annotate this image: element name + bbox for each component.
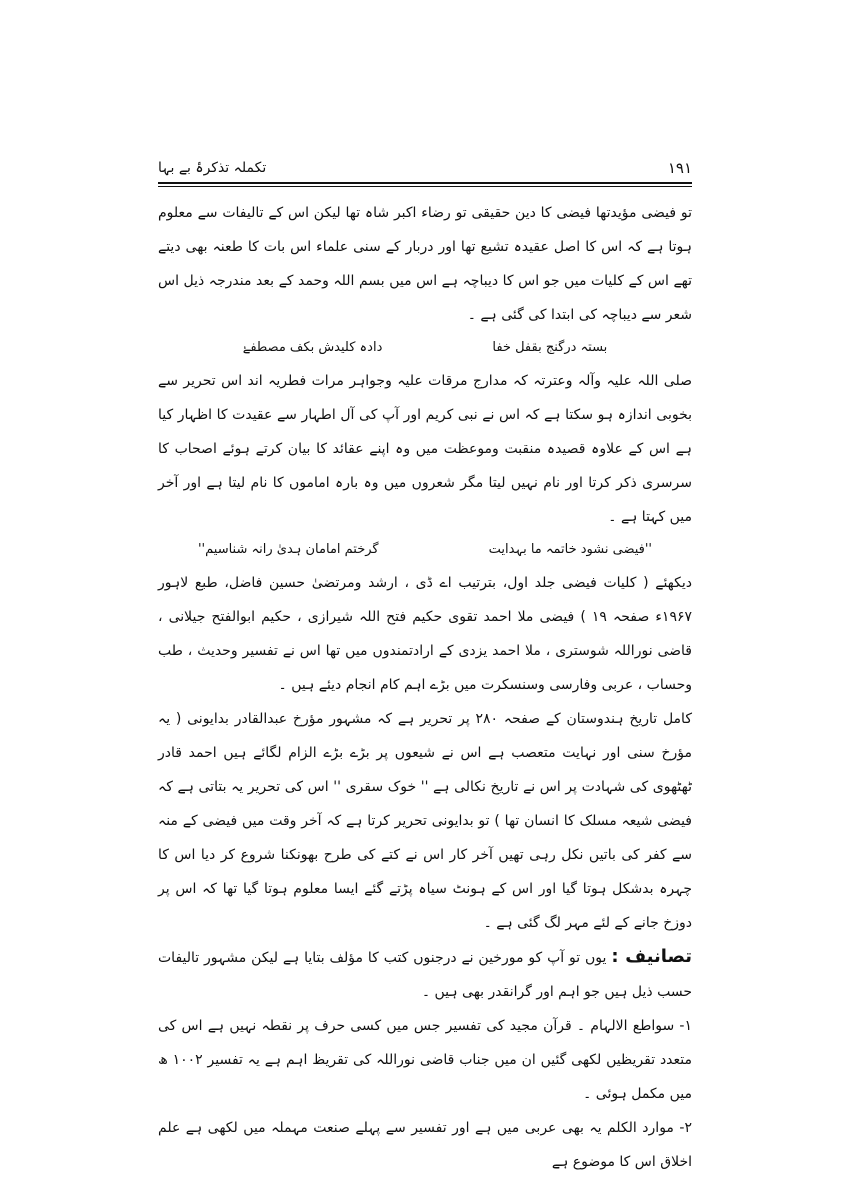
verse-couplet-1 [158,332,692,364]
header-rule-thick [158,182,692,184]
paragraph-3: دیکھئے ( کلیات فیضی جلد اول، بترتیب اے ڈی ، ارشد ومرتضیٰ حسین فاضل، طبع لاہور ۱۹۶۷ء صفحہ ۱۹ ) فیضی ملا احمد تقوی حکیم فتح اللہ شیرازی ، حکیم ابوالفتح جیلانی ، قاضی نوراللہ شوستری ، ملا احمد یزدی کے ارادتمندوں میں تھا اس نے تفسیر وحدیث ، طب وحساب ، عربی وفارسی وسنسکرت میں بڑے اہم کام انجام دیئے ہیں ۔ [158,575,692,693]
paragraph-4: کامل تاریخ ہندوستان کے صفحہ ۲۸۰ پر تحریر ہے کہ مشہور مؤرخ عبدالقادر بدایونی ( یہ مؤرخ سنی اور نہایت متعصب ہے اس نے شیعوں پر بڑے بڑے الزام لگائے ہیں احمد قادر ٹھٹھوی کی شہادت پر اس نے تاریخ نکالی ہے '' خوک سقری '' اس کی تحریر یہ بتاتی ہے کہ فیضی شیعہ مسلک کا انسان تھا ) تو بدایونی تحریر کرتا ہے کہ آخر وقت میں فیضی کے منہ سے کفر کی باتیں نکل رہی تھیں آخر کار اس نے کتے کی طرح بھونکنا شروع کر دیا اس کا چہرہ بدشکل ہوتا گیا اور اس کے ہونٹ سیاہ پڑتے گئے ایسا معلوم ہوتا گیا تھا کہ اس پر دوزخ جانے کے لئے مہر لگ گئی ہے ۔ [158,711,692,931]
page-number: ١٩١ [667,159,692,177]
verse-couplet-2 [158,534,692,566]
list-item-2: ۲- موارد الکلم یہ بھی عربی میں ہے اور تفسیر سے پہلے صنعت مہملہ میں لکھی ہے علم اخلاق اس کا موضوع ہے [158,1120,692,1170]
verse-2-right: ''فیضی نشود خاتمہ ما بہدایت [488,542,653,557]
tasanif-heading: تصانیف : [611,946,692,967]
paragraph-1: تو فیضی مؤیدتھا فیضی کا دین حقیقی تو رضاء اکبر شاہ تھا لیکن اس کے تالیفات سے معلوم ہوتا ہے کہ اس کا اصل عقیدہ تشیع تھا اور دربار کے سنی علماء اس بات کا طعنہ بھی دیتے تھے اس کے کلیات میں جو اس کا دیباچہ ہے اس میں بسم اللہ وحمد کے بعد مندرجہ ذیل اس شعر سے دیباچہ کی ابتدا کی گئی ہے ۔ [158,205,692,323]
verse-1-left: دادہ کلیدش بکف مصطفےٰ [242,340,383,355]
list-item-1: ۱- سواطع الالہام ۔ قرآن مجید کی تفسیر جس میں کسی حرف پر نقطہ نہیں ہے اس کی متعدد تقریظیں لکھی گئیں ان میں جناب قاضی نوراللہ کی تقریظ اہم ہے یہ تفسیر ۱۰۰۲ ھ میں مکمل ہوئی ۔ [158,1018,693,1102]
running-title: تکملہ تذکرۂ بے بہا [158,160,267,176]
tasanif-text: یوں تو آپ کو مورخین نے درجنوں کتب کا مؤلف بتایا ہے لیکن مشہور تالیفات حسب ذیل ہیں جو اہم اور گرانقدر بھی ہیں ۔ [158,950,692,1000]
body-text [158,196,692,1179]
paragraph-2: صلی اللہ علیہ وآلہ وعترتہ کہ مدارج مرقات علیہ وجواہر مرات فطریہ اند اس تحریر سے بخوبی اندازہ ہو سکتا ہے کہ اس نے نبی کریم اور آپ کی آل اطہار سے عقیدت کا اظہار کیا ہے اس کے علاوہ قصیدہ منقبت وموعظت میں وہ اپنے عقائد کا بیان کرتے ہوئے اصحاب کا سرسری ذکر کرتا اور نام نہیں لیتا مگر شعروں میں وہ بارہ اماموں کا نام لیتا ہے اور آخر میں کہتا ہے ۔ [158,373,692,525]
verse-2-left: گرختم امامان ہدیٰ رانہ شناسیم'' [197,542,379,557]
header-rule-thin [158,186,692,187]
tasanif-paragraph [158,940,692,1009]
page-header [158,158,692,180]
verse-1-right: بستہ درگنج بقفل خفا [492,340,608,355]
